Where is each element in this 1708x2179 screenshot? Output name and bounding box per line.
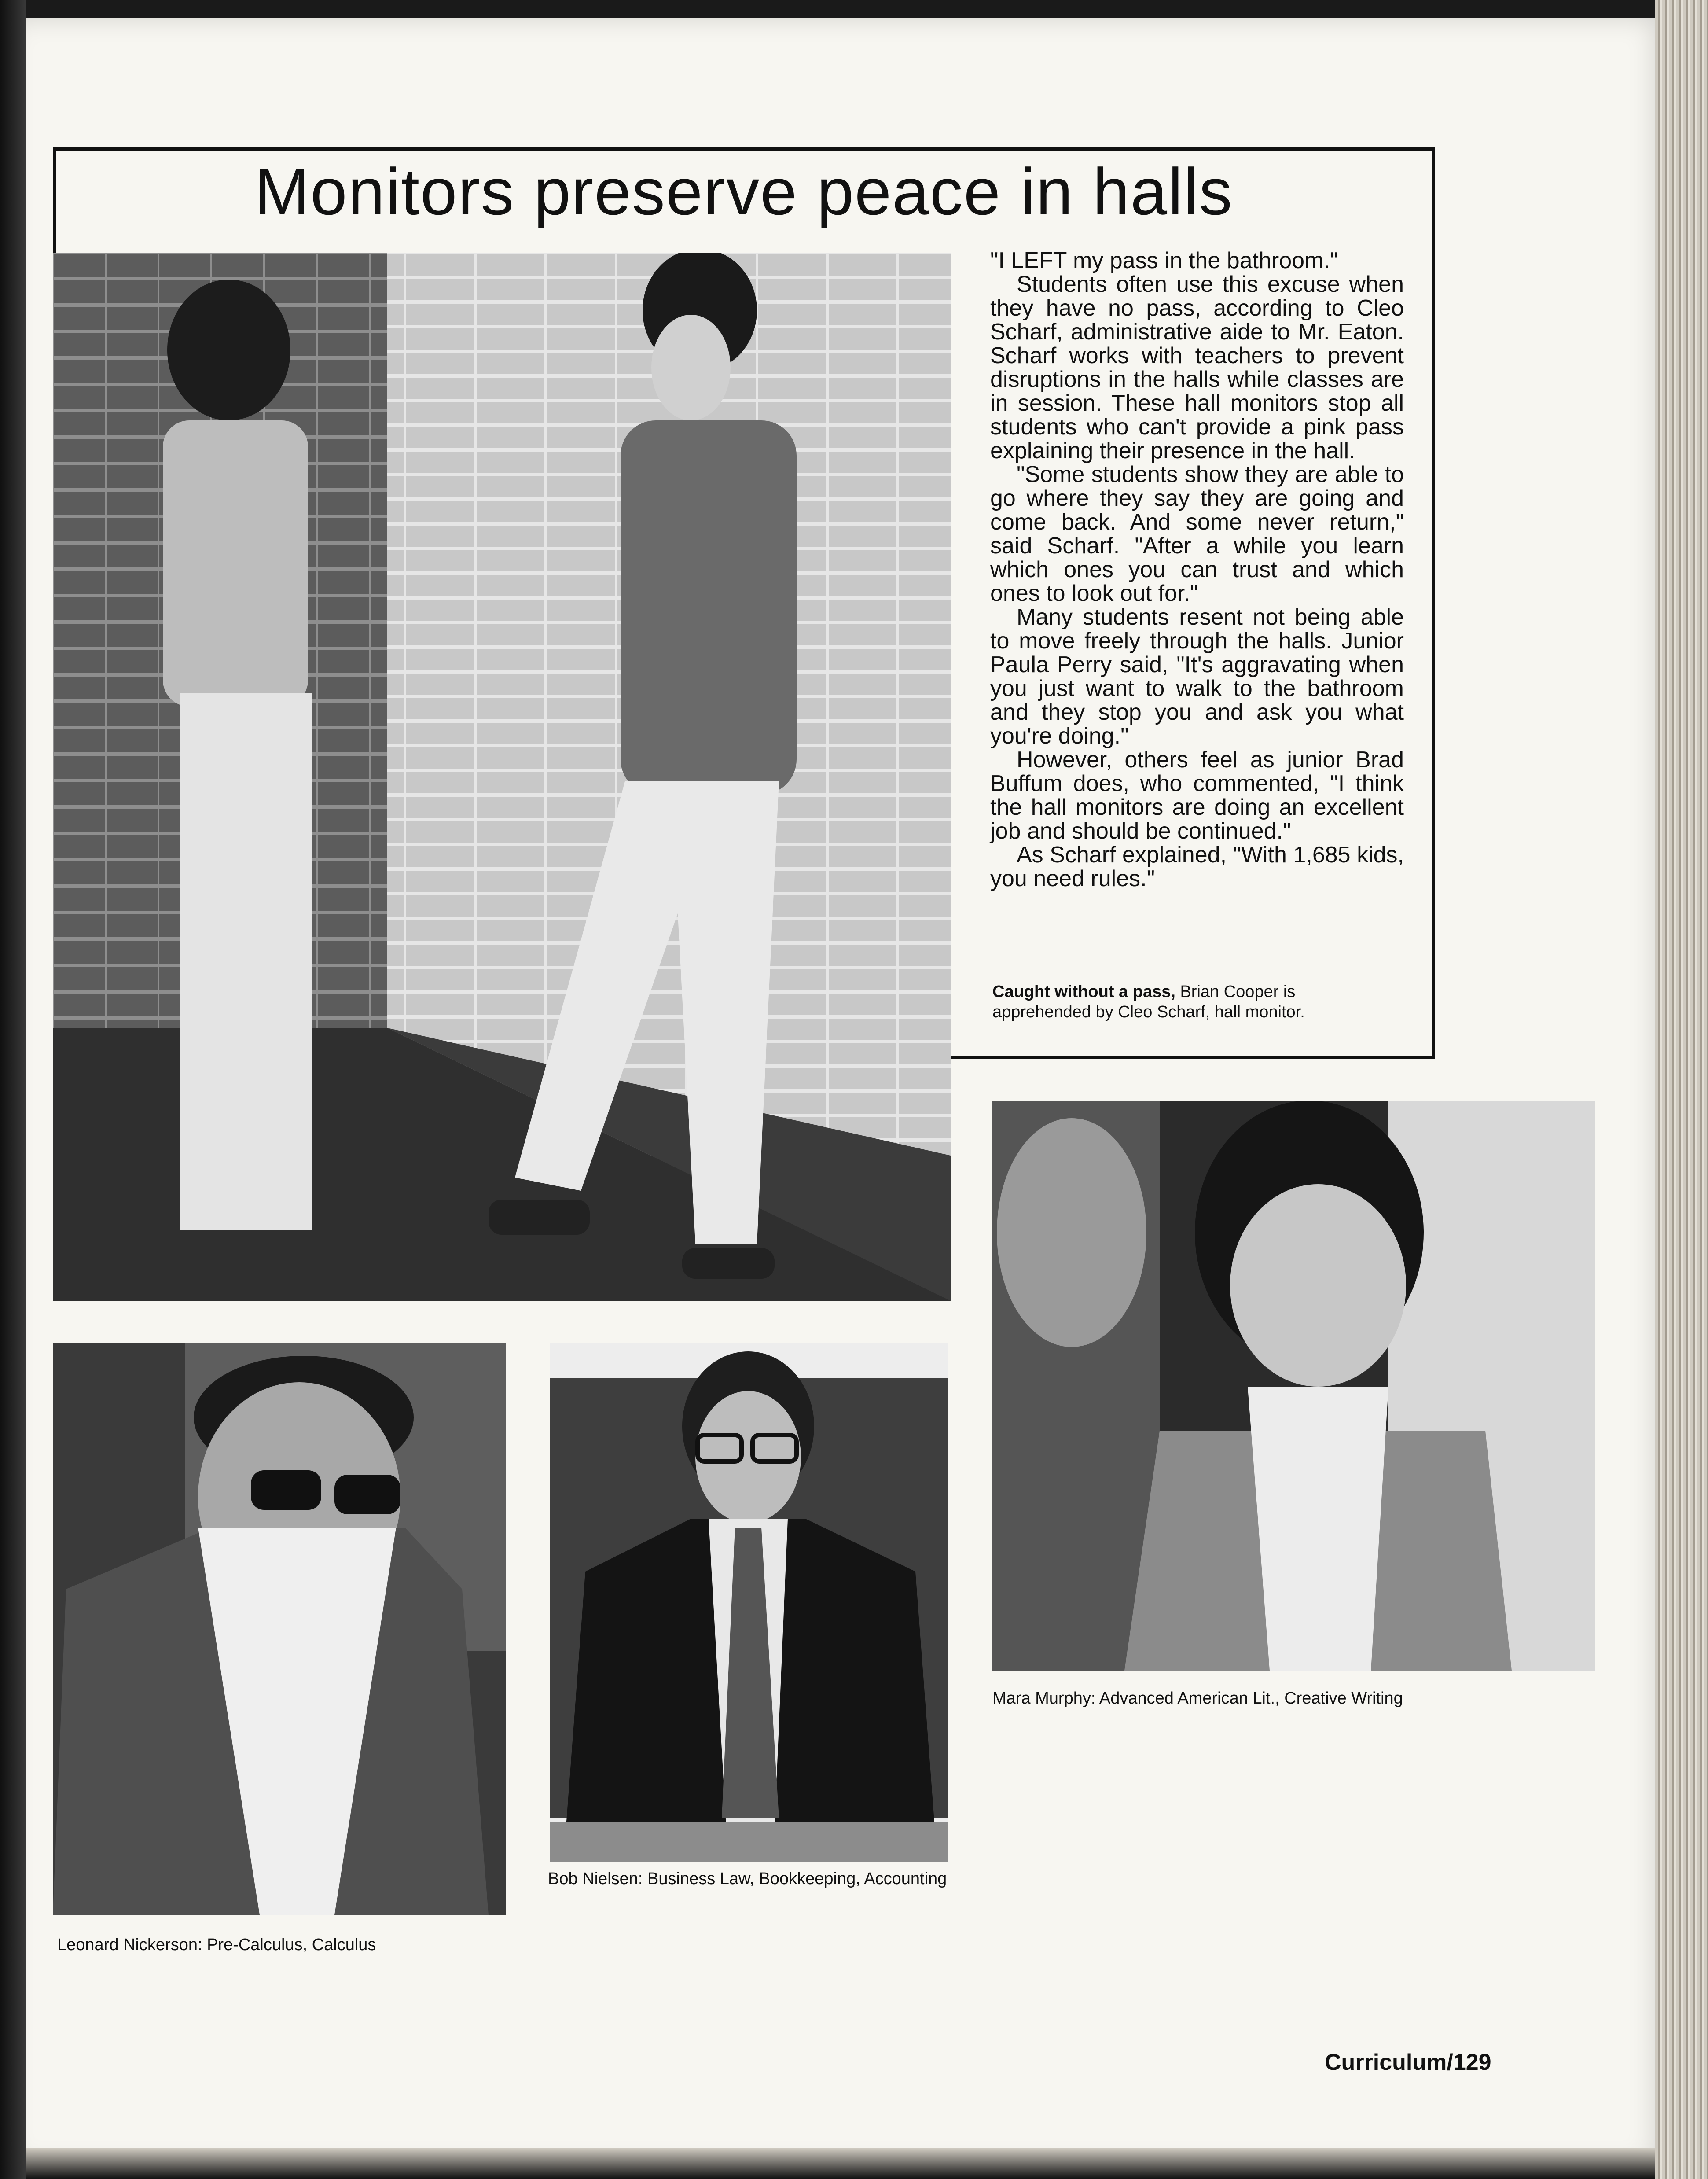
article-paragraph: Students often use this excuse when they have no pass, according to Cleo Scharf, administrative aide to Mr. Eaton. Scharf works with teachers to prevent disruptions in the halls while classes are in session. These hall monitors stop all students who can't provide a pink pass explaining their presence in the hall. <box>990 272 1404 464</box>
murphy-caption: Mara Murphy: Advanced American Lit., Creative Writing <box>992 1689 1403 1708</box>
caption-text: Brian Cooper is apprehended by Cleo Scharf, hall monitor. <box>992 983 1305 1021</box>
book-binding-left <box>0 0 26 2179</box>
page-folio: Curriculum/129 <box>1325 2050 1491 2075</box>
page-bottom-edge <box>26 2148 1655 2179</box>
article-paragraph: "Some students show they are able to go where they say they are going and come back. And some never return," said Scharf. "After a while you learn which ones you can trust and which ones to look out for." <box>990 462 1404 606</box>
article-paragraph: Many students resent not being able to move freely through the halls. Junior Paula Perry said, "It's aggravating when you just want to walk to the bathroom and they stop you and ask you what you're doing." <box>990 604 1404 749</box>
nielsen-caption: Bob Nielsen: Business Law, Bookkeeping, Accounting <box>548 1870 947 1888</box>
article-paragraph: "I LEFT my pass in the bathroom." <box>990 248 1338 273</box>
murphy-photo <box>992 1101 1595 1671</box>
caption-lead: Caught without a pass, <box>992 983 1175 1001</box>
headline: Monitors preserve peace in halls <box>254 155 1233 228</box>
article-paragraph: However, others feel as junior Brad Buffum does, who commented, "I think the hall monitors are doing an excellent job and should be continued." <box>990 747 1404 844</box>
nielsen-photo <box>550 1343 948 1862</box>
page-edges <box>1655 0 1708 2179</box>
nickerson-photo <box>53 1343 506 1915</box>
hallway-photo <box>53 253 951 1301</box>
hallway-photo-caption <box>992 982 1397 1022</box>
article-body <box>990 249 1404 891</box>
article-paragraph: As Scharf explained, "With 1,685 kids, you need rules." <box>990 842 1404 891</box>
nickerson-caption: Leonard Nickerson: Pre-Calculus, Calculus <box>57 1936 376 1954</box>
